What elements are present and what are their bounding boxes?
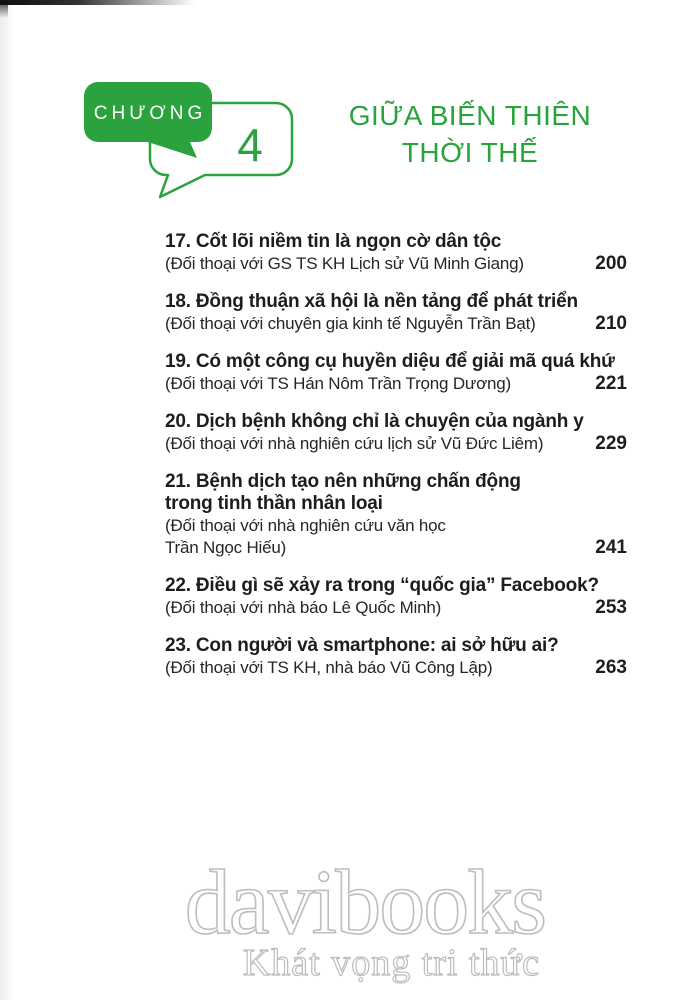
toc-entry-detail-line: (Đối thoại với nhà báo Lê Quốc Minh) bbox=[165, 598, 442, 617]
toc-entry-page-number: 200 bbox=[595, 253, 627, 274]
scan-edge-left bbox=[0, 0, 14, 1000]
toc-entry-detail bbox=[165, 253, 524, 275]
toc-entry-title bbox=[165, 471, 627, 515]
toc-list bbox=[165, 231, 627, 695]
toc-entry-title bbox=[165, 575, 627, 597]
toc-entry-detail bbox=[165, 433, 543, 455]
toc-entry-title bbox=[165, 231, 627, 253]
toc-entry-title bbox=[165, 635, 627, 657]
toc-entry-page-number: 221 bbox=[595, 373, 627, 394]
toc-entry-title-line: 19. Có một công cụ huyền diệu để giải mã quá khứ bbox=[165, 351, 615, 372]
toc-entry-bottom-row bbox=[165, 253, 627, 275]
toc-entry-page-number: 253 bbox=[595, 597, 627, 618]
toc-entry-detail bbox=[165, 373, 511, 395]
toc-entry-page-number: 241 bbox=[595, 537, 627, 558]
toc-entry-title bbox=[165, 351, 627, 373]
toc-entry-detail-line: (Đối thoại với nhà nghiên cứu lịch sử Vũ Đức Liêm) bbox=[165, 434, 544, 453]
toc-entry-bottom-row bbox=[165, 657, 627, 679]
watermark-brand: davibooks bbox=[184, 851, 545, 953]
chapter-number: 4 bbox=[237, 119, 263, 171]
toc-entry-title bbox=[165, 291, 627, 313]
toc-entry-detail bbox=[165, 515, 446, 559]
toc-entry bbox=[165, 231, 627, 275]
toc-entry-detail bbox=[165, 597, 441, 619]
toc-entry bbox=[165, 351, 627, 395]
toc-entry-bottom-row bbox=[165, 313, 627, 335]
toc-entry-detail-line: (Đối thoại với nhà nghiên cứu văn học bbox=[165, 516, 446, 535]
toc-entry-page-number: 263 bbox=[595, 657, 627, 678]
toc-entry bbox=[165, 635, 627, 679]
toc-entry-title-line: 18. Đồng thuận xã hội là nền tảng để phát triển bbox=[165, 291, 578, 312]
chapter-title bbox=[328, 97, 612, 171]
scan-edge-top bbox=[0, 0, 260, 5]
chapter-title-line-2: THỜI THẾ bbox=[401, 137, 539, 168]
toc-entry-bottom-row bbox=[165, 373, 627, 395]
toc-entry-bottom-row bbox=[165, 433, 627, 455]
toc-entry-title-line: 20. Dịch bệnh không chỉ là chuyện của ngành y bbox=[165, 411, 584, 432]
chapter-title-line-1: GIỮA BIẾN THIÊN bbox=[348, 100, 592, 131]
toc-entry-bottom-row bbox=[165, 597, 627, 619]
toc-entry-detail-line: (Đối thoại với TS KH, nhà báo Vũ Công Lập) bbox=[165, 658, 493, 677]
toc-entry bbox=[165, 575, 627, 619]
toc-entry-title bbox=[165, 411, 627, 433]
chapter-bubble-graphic bbox=[80, 80, 296, 202]
toc-entry-detail-line: (Đối thoại với chuyên gia kinh tế Nguyễn Trần Bạt) bbox=[165, 314, 536, 333]
toc-entry bbox=[165, 471, 627, 559]
toc-entry-detail-line: Trần Ngọc Hiếu) bbox=[165, 538, 287, 557]
toc-entry bbox=[165, 291, 627, 335]
watermark-tagline: Khát vọng tri thức bbox=[242, 942, 540, 984]
toc-entry bbox=[165, 411, 627, 455]
toc-entry-title-line: trong tinh thần nhân loại bbox=[165, 493, 383, 514]
toc-entry-detail-line: (Đối thoại với TS Hán Nôm Trần Trọng Dương) bbox=[165, 374, 512, 393]
toc-entry-page-number: 210 bbox=[595, 313, 627, 334]
toc-entry-title-line: 17. Cốt lõi niềm tin là ngọn cờ dân tộc bbox=[165, 231, 502, 252]
toc-entry-title-line: 23. Con người và smartphone: ai sở hữu ai? bbox=[165, 635, 559, 656]
toc-entry-title-line: 22. Điều gì sẽ xảy ra trong “quốc gia” Facebook? bbox=[165, 575, 599, 596]
toc-entry-detail bbox=[165, 657, 493, 679]
chapter-label: CHƯƠNG bbox=[93, 103, 207, 124]
toc-entry-detail bbox=[165, 313, 536, 335]
toc-entry-title-line: 21. Bệnh dịch tạo nên những chấn động bbox=[165, 471, 521, 492]
toc-entry-detail-line: (Đối thoại với GS TS KH Lịch sử Vũ Minh Giang) bbox=[165, 254, 524, 273]
toc-entry-page-number: 229 bbox=[595, 433, 627, 454]
toc-entry-bottom-row bbox=[165, 515, 627, 559]
